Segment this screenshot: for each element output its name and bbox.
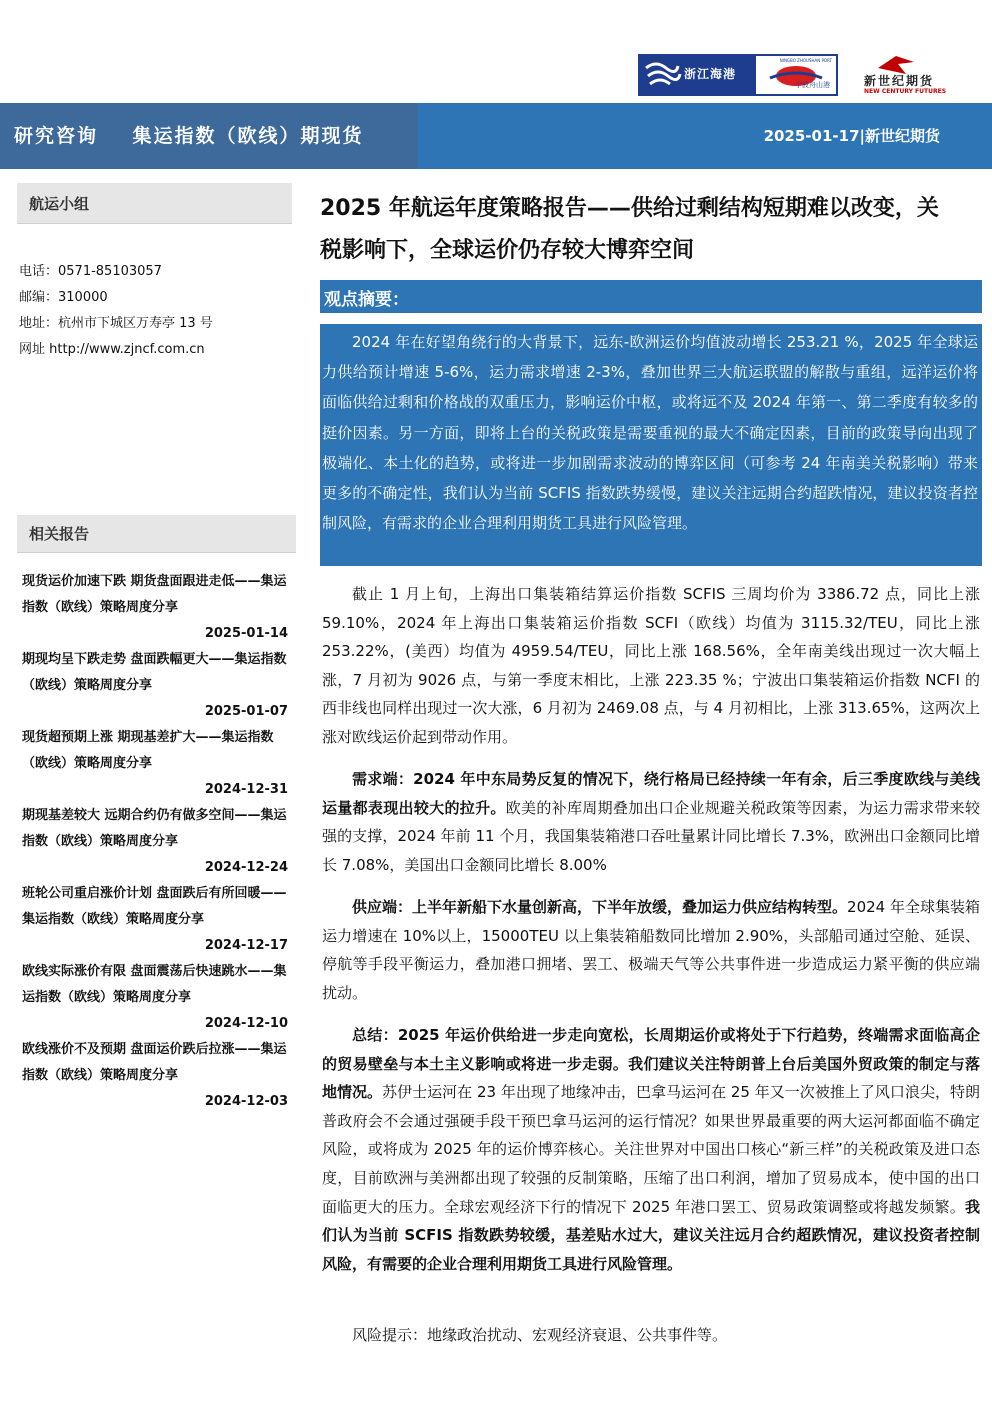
report-title[interactable]: 班轮公司重启涨价计划 盘面跌后有所回暖——集运指数（欧线）策略周度分享 <box>22 886 287 927</box>
report-title[interactable]: 欧线涨价不及预期 盘面运价跌后拉涨——集运指数（欧线）策略周度分享 <box>22 1042 287 1083</box>
report-item[interactable] <box>22 1037 290 1115</box>
demand-text: 欧美的补库周期叠加出口企业规避关税政策等因素，为运力需求带来较强的支撑，2024 年前 11 个月，我国集装箱港口吞吐量累计同比增长 7.3%，欧洲出口金额同比增长 7.08%，美国出口金额同比增长 8.00% <box>322 798 980 874</box>
header-topic: 集运指数（欧线）期现货 <box>132 125 364 147</box>
paragraph-demand <box>322 765 980 879</box>
report-date: 2024-12-31 <box>204 782 288 797</box>
contact-address: 地址：杭州市下城区万寿亭 13 号 <box>19 316 213 331</box>
supply-heading: 供应端：上半年新船下水量创新高，下半年放缓，叠加运力供应结构转型。 <box>352 898 848 916</box>
zhejiang-port-logo <box>638 54 838 96</box>
zhejiang-port-name: 浙江海港 <box>684 67 737 81</box>
report-date: 2025-01-07 <box>204 704 288 719</box>
report-item[interactable] <box>22 959 290 1037</box>
team-title: 航运小组 <box>29 195 90 213</box>
demand-heading: 需求端：2024 年中东局势反复的情况下，绕行格局已经持续一年有余，后三季度欧线与美线运量都表现出较大的拉升。 <box>322 770 980 817</box>
new-century-en: NEW CENTURY FUTURES <box>864 88 947 95</box>
related-reports-title-box <box>17 515 296 553</box>
report-item[interactable] <box>22 881 290 959</box>
paragraph-supply <box>322 893 980 1007</box>
risk-warning: 风险提示：地缘政治扰动、宏观经济衰退、公共事件等。 <box>352 1326 728 1344</box>
contact-info <box>19 259 289 363</box>
ningbo-port-logo <box>756 56 836 94</box>
report-title[interactable]: 现货超预期上涨 期现基差扩大——集运指数（欧线）策略周度分享 <box>22 730 274 771</box>
paragraph-index-data: 截止 1 月上旬，上海出口集装箱结算运价指数 SCFIS 三周均价为 3386.72 点，同比上涨 59.10%，2024 年上海出口集装箱运价指数 SCFI（欧线）均值为 3115.32/TEU，同比上涨 253.22%，(美西）均值为 4959.54/TEU，同比上涨 168.56%，全年南美线出现过一次大幅上涨，7 月初为 9026 点，与第一季度末相比，上涨 223.35 %；宁波出口集装箱运价指数 NCFI 的西非线也同样出现过一次大涨，6 月初为 2469.08 点，与 4 月初相比，上涨 313.65%，这两次上涨对欧线运价起到带动作用。 <box>322 585 980 746</box>
conclusion-text: 苏伊士运河在 23 年出现了地缘冲击，巴拿马运河在 25 年又一次被推上了风口浪尖，特朗普政府会不会通过强硬手段干预巴拿马运河的运行情况？如果世界最重要的两大运河都面临不确定风险，或将成为 2025 年的运价博弈核心。关注世界对中国出口核心“新三样”的关税政策及进口态度，目前欧洲与美洲都出现了较强的反制策略，压缩了出口利润，增加了贸易成本，使中国的出口面临更大的压力。全球宏观经济下行的情况下 2025 年港口罢工、贸易政策调整或将越发频繁。 <box>322 1083 980 1216</box>
report-date: 2024-12-10 <box>204 1016 288 1031</box>
report-title-main: 2025 年航运年度策略报告——供给过剩结构短期难以改变，关税影响下，全球运价仍存较大博弈空间 <box>320 196 939 263</box>
ningbo-port-sub: NINGBO ZHOUSHAN PORT <box>779 58 832 63</box>
related-reports-list <box>22 569 290 1115</box>
report-title[interactable]: 现货运价加速下跌 期货盘面跟进走低——集运指数（欧线）策略周度分享 <box>22 574 287 615</box>
new-century-name: 新世纪期货 <box>864 74 935 88</box>
header-category-label: 研究咨询 <box>14 125 99 147</box>
report-date: 2024-12-03 <box>204 1094 288 1109</box>
header-category <box>14 121 364 148</box>
report-title[interactable]: 欧线实际涨价有限 盘面震荡后快速跳水——集运指数（欧线）策略周度分享 <box>22 964 287 1005</box>
paragraph-conclusion <box>322 1021 980 1278</box>
conclusion-heading: 总结：2025 年运价供给进一步走向宽松，长周期运价或将处于下行趋势，终端需求面临高企的贸易壁垒与本土主义影响或将进一步走弱。我们建议关注特朗普上台后美国外贸政策的制定与落地情况。 <box>322 1026 980 1102</box>
report-date: 2024-12-17 <box>204 938 288 953</box>
report-title[interactable]: 期现均呈下跌走势 盘面跌幅更大——集运指数（欧线）策略周度分享 <box>22 652 287 693</box>
report-title[interactable]: 期现基差较大 远期合约仍有做多空间——集运指数（欧线）策略周度分享 <box>22 808 287 849</box>
conclusion-recommendation: 我们认为当前 SCFIS 指数跌势较缓，基差贴水过大，建议关注远月合约超跌情况，建议投资者控制风险，有需要的企业合理利用期货工具进行风险管理。 <box>322 1197 980 1273</box>
report-item[interactable] <box>22 803 290 881</box>
supply-text: 2024 年全球集装箱运力增速在 10%以上，15000TEU 以上集装箱船数同比增加 2.90%，头部船司通过空舱、延误、停航等手段平衡运力，叠加港口拥堵、罢工、极端天气等公共事件进一步造成运力紧平衡的供应端扰动。 <box>322 898 980 1002</box>
new-century-logo <box>848 54 948 98</box>
header-logos <box>638 54 948 98</box>
report-item[interactable] <box>22 569 290 647</box>
summary-box <box>320 324 982 566</box>
report-date: 2025-01-14 <box>204 626 288 641</box>
team-title-box <box>17 183 292 224</box>
ningbo-port-name: 宁波舟山港 <box>795 81 830 89</box>
header-date-firm: 2025-01-17|新世纪期货 <box>763 127 940 145</box>
contact-website[interactable]: 网址 http://www.zjncf.com.cn <box>19 342 205 357</box>
report-item[interactable] <box>22 647 290 725</box>
summary-label: 观点摘要： <box>324 290 409 310</box>
related-reports-title: 相关报告 <box>29 525 90 543</box>
wave-icon <box>642 54 682 96</box>
report-item[interactable] <box>22 725 290 803</box>
contact-phone: 电话：0571-85103057 <box>19 264 162 279</box>
summary-label-bar <box>320 280 982 313</box>
report-date: 2024-12-24 <box>204 860 288 875</box>
summary-text: 2024 年在好望角绕行的大背景下，远东-欧洲运价均值波动增长 253.21 %，2025 年全球运力供给预计增速 5-6%，运力需求增速 2-3%，叠加世界三大航运联盟的解散与重组，远洋运价将面临供给过剩和价格战的双重压力，影响运价中枢，或将远不及 2024 年第一、第二季度有较多的挺价因素。另一方面，即将上台的关税政策是需要重视的最大不确定因素，目前的政策导向出现了极端化、本土化的趋势，或将进一步加剧需求波动的博弈区间（可参考 24 年南美关税影响）带来更多的不确定性，我们认为当前 SCFIS 指数跌势缓慢，建议关注远期合约超跌情况，建议投资者控制风险，有需求的企业合理利用期货工具进行风险管理。 <box>322 333 978 533</box>
contact-postcode: 邮编：310000 <box>19 290 108 305</box>
